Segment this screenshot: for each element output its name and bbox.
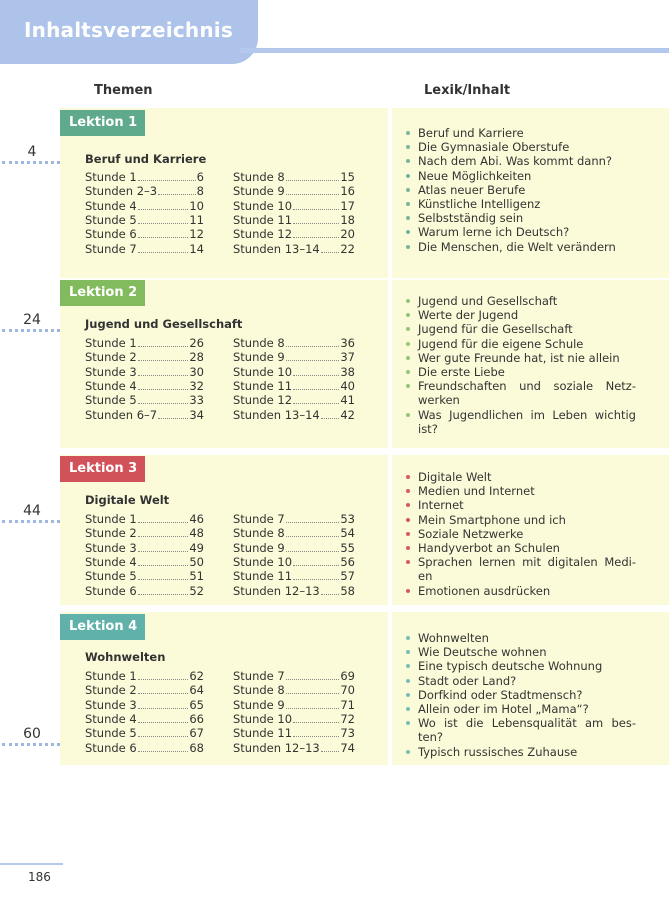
toc-entry[interactable]	[233, 379, 355, 393]
entry-label: Stunde 8	[233, 526, 285, 541]
entry-page: 38	[340, 364, 355, 379]
entry-page: 49	[189, 540, 204, 555]
entry-page: 28	[189, 350, 204, 365]
toc-entry[interactable]	[233, 350, 355, 364]
entry-page: 8	[196, 184, 204, 199]
entry-label: Stunde 6	[85, 227, 137, 242]
lesson-start-page: 44	[23, 503, 41, 519]
topic-item: Wo ist die Lebensqualität am bes-ten?	[404, 716, 636, 744]
topic-list	[404, 470, 636, 598]
toc-entry[interactable]	[233, 408, 355, 422]
entry-label: Stunde 8	[233, 336, 285, 350]
dot-leader	[293, 569, 339, 580]
toc-entry[interactable]	[85, 170, 204, 184]
entry-label: Stunde 7	[233, 512, 285, 526]
entry-page: 42	[340, 407, 355, 422]
topic-item: Was Jugendlichen im Leben wichtig ist?	[404, 408, 636, 436]
toc-entry[interactable]	[233, 698, 355, 712]
dot-leader	[138, 350, 189, 361]
page-title: Inhaltsverzeichnis	[24, 18, 233, 42]
lesson-section	[0, 455, 669, 605]
entry-page: 32	[189, 378, 204, 393]
entry-page: 36	[340, 336, 355, 350]
entry-page: 64	[189, 683, 204, 698]
dot-leader	[138, 512, 189, 523]
topic-list	[404, 631, 636, 759]
toc-entry[interactable]	[233, 242, 355, 256]
entry-label: Stunde 11	[233, 726, 293, 741]
dot-leader	[286, 512, 340, 523]
toc-entry[interactable]	[233, 569, 355, 583]
topic-item: Beruf und Karriere	[404, 126, 636, 140]
entry-label: Stunde 3	[85, 697, 137, 712]
dot-leader	[138, 213, 189, 224]
entry-page: 10	[189, 198, 204, 213]
header-rule	[240, 48, 669, 53]
dot-leader	[286, 336, 340, 347]
dot-leader	[286, 683, 340, 694]
entry-page: 30	[189, 364, 204, 379]
dot-leader	[321, 242, 340, 253]
entry-label: Stunde 12	[233, 393, 293, 408]
dot-leader	[293, 199, 339, 210]
dotted-leader	[2, 743, 60, 746]
entry-page: 33	[189, 393, 204, 408]
dot-leader	[138, 227, 189, 238]
entry-page: 70	[340, 683, 355, 698]
toc-entry[interactable]	[233, 512, 355, 526]
entry-page: 41	[340, 393, 355, 408]
dot-leader	[138, 726, 189, 737]
lesson-badge[interactable]: Lektion 3	[60, 456, 145, 482]
entry-label: Stunde 2	[85, 683, 137, 698]
dot-leader	[138, 526, 189, 537]
lesson-start-page: 4	[27, 144, 37, 160]
lesson-badge[interactable]: Lektion 2	[60, 280, 145, 306]
toc-entry[interactable]	[85, 541, 204, 555]
entry-page: 55	[340, 540, 355, 555]
lesson-title: Wohnwelten	[85, 650, 166, 664]
topic-item: Medien und Internet	[404, 484, 636, 498]
dot-leader	[293, 213, 339, 224]
topic-item: Allein oder im Hotel „Mama“?	[404, 702, 636, 716]
toc-entry[interactable]	[85, 408, 204, 422]
toc-entry[interactable]	[85, 669, 204, 683]
topic-item: Jugend für die Gesellschaft	[404, 322, 636, 336]
entry-label: Stunde 9	[233, 697, 285, 712]
toc-entry[interactable]	[85, 365, 204, 379]
entry-page: 46	[189, 512, 204, 526]
toc-entry[interactable]	[233, 541, 355, 555]
entry-label: Stunde 8	[233, 170, 285, 184]
dot-leader	[293, 712, 339, 723]
entry-page: 12	[189, 227, 204, 242]
topic-item: Wohnwelten	[404, 631, 636, 645]
topic-item: Dorfkind oder Stadtmensch?	[404, 688, 636, 702]
entry-page: 51	[189, 569, 204, 584]
entry-page: 58	[340, 583, 355, 598]
lesson-section	[0, 280, 669, 448]
toc-entry[interactable]	[85, 336, 204, 350]
toc-entry[interactable]	[85, 569, 204, 583]
topic-list	[404, 294, 636, 436]
lesson-section	[0, 612, 669, 765]
entry-label: Stunden 6–7	[85, 407, 158, 422]
dot-leader	[321, 408, 340, 419]
toc-entry[interactable]	[233, 227, 355, 241]
entry-page: 73	[340, 726, 355, 741]
entry-label: Stunde 1	[85, 669, 137, 683]
entry-page: 67	[189, 726, 204, 741]
topic-item: Freundschaften und soziale Netz-werken	[404, 379, 636, 407]
dot-leader	[138, 569, 189, 580]
entry-label: Stunde 1	[85, 336, 137, 350]
entry-page: 66	[189, 711, 204, 726]
topic-item: Die Menschen, die Welt verändern	[404, 240, 636, 254]
toc-entry[interactable]	[85, 213, 204, 227]
entry-label: Stunde 9	[233, 184, 285, 199]
toc-entry[interactable]	[85, 199, 204, 213]
toc-entry[interactable]	[233, 555, 355, 569]
topic-item: Atlas neuer Berufe	[404, 183, 636, 197]
dot-leader	[321, 584, 340, 595]
entry-label: Stunde 3	[85, 364, 137, 379]
toc-entry[interactable]	[233, 526, 355, 540]
lesson-title: Beruf und Karriere	[85, 152, 207, 166]
entry-page: 72	[340, 711, 355, 726]
entry-label: Stunden 2–3	[85, 184, 158, 199]
dot-leader	[138, 698, 189, 709]
toc-entry[interactable]	[85, 726, 204, 740]
toc-entry[interactable]	[85, 584, 204, 598]
entry-page: 20	[340, 227, 355, 242]
dot-leader	[158, 408, 188, 419]
toc-entry[interactable]	[85, 227, 204, 241]
entry-label: Stunde 2	[85, 526, 137, 541]
dot-leader	[286, 526, 340, 537]
dot-leader	[293, 555, 339, 566]
dot-leader	[293, 379, 339, 390]
toc-entry[interactable]	[233, 741, 355, 755]
topic-item: Warum lerne ich Deutsch?	[404, 225, 636, 239]
toc-entry[interactable]	[85, 698, 204, 712]
dot-leader	[293, 393, 339, 404]
topic-item: Sprachen lernen mit digitalen Medi-en	[404, 555, 636, 583]
dot-leader	[138, 365, 189, 376]
topic-item: Selbstständig sein	[404, 211, 636, 225]
lesson-title: Jugend und Gesellschaft	[85, 317, 243, 331]
entry-page: 57	[340, 569, 355, 584]
entry-page: 71	[340, 697, 355, 712]
entry-label: Stunde 4	[85, 554, 137, 569]
entry-page: 68	[189, 740, 204, 755]
topic-item: Die Gymnasiale Oberstufe	[404, 140, 636, 154]
entry-label: Stunde 9	[233, 540, 285, 555]
dot-leader	[138, 541, 189, 552]
dot-leader	[138, 379, 189, 390]
entry-page: 74	[340, 740, 355, 755]
toc-entry[interactable]	[233, 336, 355, 350]
topic-item: Neue Möglichkeiten	[404, 169, 636, 183]
lesson-section	[0, 108, 669, 278]
toc-entry[interactable]	[233, 726, 355, 740]
dot-leader	[138, 242, 189, 253]
lesson-badge[interactable]: Lektion 1	[60, 110, 145, 136]
footer-page-number: 186	[28, 870, 51, 884]
entry-label: Stunden 13–14	[233, 407, 320, 422]
entry-label: Stunde 1	[85, 170, 137, 184]
entry-label: Stunde 7	[233, 669, 285, 683]
entry-page: 11	[189, 212, 204, 227]
dot-leader	[286, 541, 340, 552]
entry-label: Stunde 4	[85, 711, 137, 726]
dotted-leader	[2, 161, 60, 164]
toc-entry[interactable]	[233, 184, 355, 198]
dot-leader	[138, 555, 189, 566]
topic-item: Jugend und Gesellschaft	[404, 294, 636, 308]
dot-leader	[138, 741, 189, 752]
topic-list	[404, 126, 636, 254]
entry-page: 18	[340, 212, 355, 227]
toc-entry[interactable]	[233, 669, 355, 683]
toc-entry[interactable]	[85, 741, 204, 755]
lesson-title: Digitale Welt	[85, 493, 170, 507]
dot-leader	[138, 669, 189, 680]
entry-page: 69	[340, 669, 355, 683]
dotted-leader	[2, 520, 60, 523]
topic-item: Wer gute Freunde hat, ist nie allein	[404, 351, 636, 365]
topic-item: Nach dem Abi. Was kommt dann?	[404, 154, 636, 168]
dot-leader	[138, 199, 189, 210]
topic-item: Mein Smartphone und ich	[404, 513, 636, 527]
dot-leader	[286, 669, 340, 680]
entry-page: 37	[340, 350, 355, 365]
dot-leader	[138, 584, 189, 595]
entry-label: Stunde 4	[85, 378, 137, 393]
toc-entry[interactable]	[233, 683, 355, 697]
entry-page: 16	[340, 184, 355, 199]
topic-item: Stadt oder Land?	[404, 674, 636, 688]
dot-leader	[286, 170, 340, 181]
entry-label: Stunde 6	[85, 583, 137, 598]
lesson-start-page: 24	[23, 312, 41, 328]
entry-page: 56	[340, 554, 355, 569]
entry-label: Stunde 3	[85, 540, 137, 555]
topic-item: Internet	[404, 498, 636, 512]
toc-entry[interactable]	[85, 393, 204, 407]
topic-item: Typisch russisches Zuhause	[404, 745, 636, 759]
dot-leader	[158, 184, 196, 195]
entry-page: 52	[189, 583, 204, 598]
entry-label: Stunde 4	[85, 198, 137, 213]
topic-item: Wie Deutsche wohnen	[404, 645, 636, 659]
toc-entry[interactable]	[233, 393, 355, 407]
entry-page: 65	[189, 697, 204, 712]
entry-page: 62	[189, 669, 204, 683]
entry-page: 6	[196, 170, 204, 184]
topic-item: Handyverbot an Schulen	[404, 541, 636, 555]
toc-entry[interactable]	[233, 712, 355, 726]
toc-entry[interactable]	[85, 712, 204, 726]
dot-leader	[138, 683, 189, 694]
entry-label: Stunde 10	[233, 198, 293, 213]
dot-leader	[138, 393, 189, 404]
dot-leader	[321, 741, 340, 752]
entry-page: 15	[340, 170, 355, 184]
lesson-start-page: 60	[23, 726, 41, 742]
topic-item: Emotionen ausdrücken	[404, 584, 636, 598]
entry-label: Stunden 12–13	[233, 740, 320, 755]
entry-page: 54	[340, 526, 355, 541]
dot-leader	[286, 698, 340, 709]
entry-page: 26	[189, 336, 204, 350]
entry-label: Stunde 9	[233, 350, 285, 365]
toc-entry[interactable]	[85, 242, 204, 256]
toc-entry[interactable]	[85, 683, 204, 697]
entry-label: Stunde 8	[233, 683, 285, 698]
toc-entry[interactable]	[85, 555, 204, 569]
entry-label: Stunde 11	[233, 569, 293, 584]
entry-label: Stunde 5	[85, 212, 137, 227]
dot-leader	[293, 365, 339, 376]
entry-page: 53	[340, 512, 355, 526]
entry-label: Stunde 6	[85, 740, 137, 755]
entry-page: 48	[189, 526, 204, 541]
lesson-badge[interactable]: Lektion 4	[60, 614, 145, 640]
entry-label: Stunde 10	[233, 554, 293, 569]
entry-label: Stunden 13–14	[233, 241, 320, 256]
dot-leader	[293, 726, 339, 737]
dot-leader	[138, 336, 189, 347]
entry-page: 50	[189, 554, 204, 569]
footer-rule	[0, 863, 63, 865]
dot-leader	[138, 712, 189, 723]
toc-entry[interactable]	[85, 379, 204, 393]
entry-label: Stunde 11	[233, 378, 293, 393]
topic-item: Soziale Netzwerke	[404, 527, 636, 541]
entry-label: Stunde 10	[233, 711, 293, 726]
toc-entry[interactable]	[233, 365, 355, 379]
entry-label: Stunde 5	[85, 726, 137, 741]
entry-label: Stunde 5	[85, 569, 137, 584]
dot-leader	[293, 227, 339, 238]
toc-entry[interactable]	[233, 213, 355, 227]
dot-leader	[286, 184, 340, 195]
entry-page: 14	[189, 241, 204, 256]
toc-entry[interactable]	[85, 512, 204, 526]
entry-label: Stunden 12–13	[233, 583, 320, 598]
entry-label: Stunde 2	[85, 350, 137, 365]
topic-item: Die erste Liebe	[404, 365, 636, 379]
entry-page: 17	[340, 198, 355, 213]
entry-label: Stunde 7	[85, 241, 137, 256]
toc-entry[interactable]	[85, 526, 204, 540]
dot-leader	[138, 170, 196, 181]
topic-item: Werte der Jugend	[404, 308, 636, 322]
entry-label: Stunde 5	[85, 393, 137, 408]
topic-item: Digitale Welt	[404, 470, 636, 484]
topic-item: Künstliche Intelligenz	[404, 197, 636, 211]
dot-leader	[286, 350, 340, 361]
column-header-lexik: Lexik/Inhalt	[424, 83, 511, 98]
column-header-themen: Themen	[94, 83, 153, 98]
dotted-leader	[2, 329, 60, 332]
toc-entry[interactable]	[233, 584, 355, 598]
topic-item: Jugend für die eigene Schule	[404, 337, 636, 351]
toc-entry[interactable]	[233, 199, 355, 213]
entry-label: Stunde 1	[85, 512, 137, 526]
entry-page: 40	[340, 378, 355, 393]
entry-label: Stunde 12	[233, 227, 293, 242]
entry-label: Stunde 10	[233, 364, 293, 379]
toc-entry[interactable]	[85, 184, 204, 198]
entry-page: 34	[189, 407, 204, 422]
entry-label: Stunde 11	[233, 212, 293, 227]
topic-item: Eine typisch deutsche Wohnung	[404, 659, 636, 673]
toc-entry[interactable]	[233, 170, 355, 184]
toc-entry[interactable]	[85, 350, 204, 364]
entry-page: 22	[340, 241, 355, 256]
